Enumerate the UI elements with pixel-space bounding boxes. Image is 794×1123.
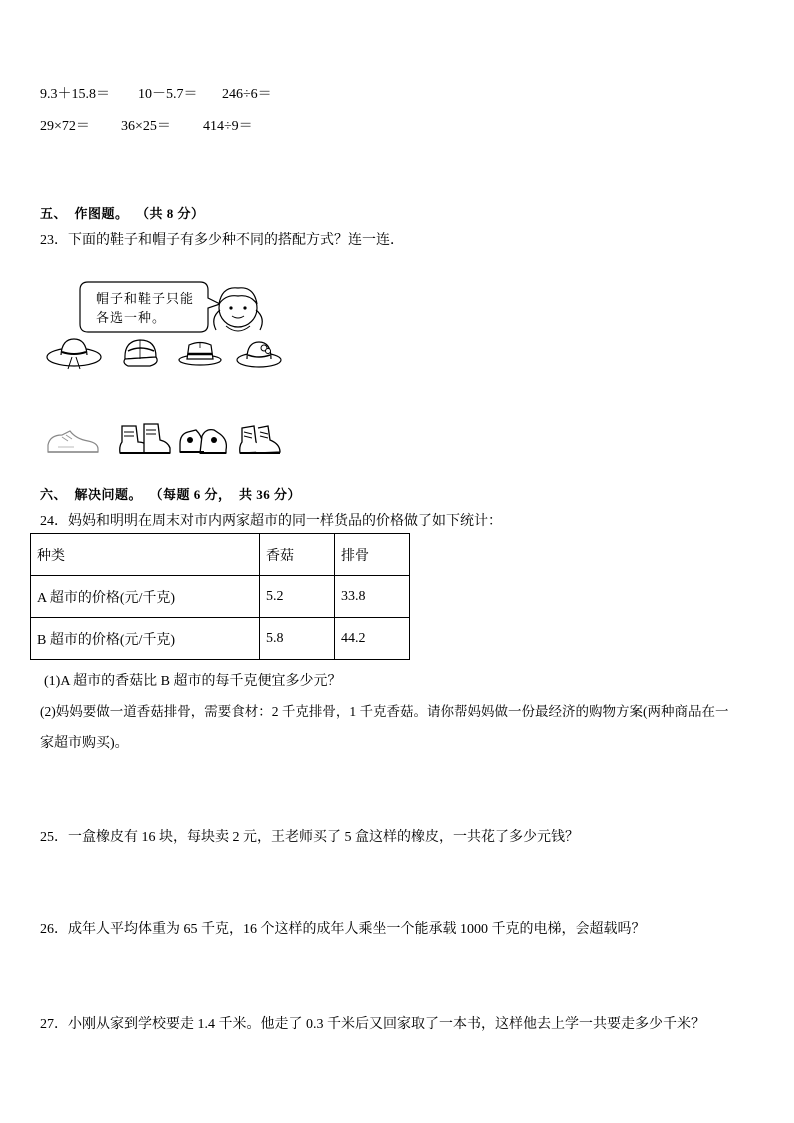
section-heading: 五、 作图题。 （共 8 分） (40, 206, 205, 221)
calc-item: 246÷6＝ (222, 87, 272, 102)
table-row (31, 618, 410, 660)
question-24-sub1: (1)A 超市的香菇比 B 超市的每千克便宜多少元？ (44, 674, 342, 689)
bubble-text-line1: 帽子和鞋子只能 (96, 292, 195, 307)
question-27-text: 27．小刚从家到学校要走 1.4 千米。他走了 0.3 千米后又回家取了一本书，这样他去上学一共要走多少千米？ (40, 1017, 705, 1032)
calc-item: 414÷9＝ (203, 119, 253, 134)
price-table (30, 533, 410, 660)
table-header-cell: 香菇 (260, 534, 335, 576)
cap-icon[interactable] (120, 335, 162, 376)
sneaker-icon[interactable] (44, 425, 102, 462)
table-cell: 5.8 (260, 618, 335, 660)
table-row (31, 534, 410, 576)
calc-item: 29×72＝ (40, 119, 90, 134)
question-24-text: 24．妈妈和明明在周末对市内两家超市的同一样货品的价格做了如下统计： (40, 514, 502, 529)
table-cell: 44.2 (335, 618, 410, 660)
table-cell: A 超市的价格(元/千克) (31, 576, 260, 618)
calc-item: 10－5.7＝ (138, 87, 198, 102)
table-header-cell: 种类 (31, 534, 260, 576)
question-23-text: 23．下面的鞋子和帽子有多少种不同的搭配方式？连一连． (40, 233, 404, 248)
question-24-sub2-line1: (2)妈妈要做一道香菇排骨，需要食材：2 千克排骨，1 千克香菇。请你帮妈妈做一份最经济的购物方案(两种商品在一 (40, 704, 729, 719)
boot-icon[interactable] (116, 420, 172, 463)
high-top-icon[interactable] (236, 422, 282, 463)
question-24-sub2-line2: 家超市购买)。 (40, 736, 129, 751)
table-header-cell: 排骨 (335, 534, 410, 576)
question-26-text: 26．成年人平均体重为 65 千克，16 个这样的成年人乘坐一个能承载 1000 千克的电梯，会超载吗？ (40, 922, 646, 937)
table-cell: 33.8 (335, 576, 410, 618)
sun-hat-icon[interactable] (46, 335, 102, 376)
table-cell: B 超市的价格(元/千克) (31, 618, 260, 660)
section-heading: 六、 解决问题。 （每题 6 分， 共 36 分） (40, 487, 302, 502)
question-25-text: 25．一盒橡皮有 16 块，每块卖 2 元，王老师买了 5 盒这样的橡皮，一共花了多少元钱？ (40, 830, 579, 845)
bonnet-icon[interactable] (236, 336, 282, 375)
bubble-text-line2: 各选一种。 (96, 311, 167, 326)
calc-item: 9.3＋15.8＝ (40, 87, 110, 102)
fedora-icon[interactable] (178, 338, 222, 373)
table-row (31, 576, 410, 618)
sport-shoe-icon[interactable] (176, 422, 230, 463)
table-cell: 5.2 (260, 576, 335, 618)
calc-item: 36×25＝ (121, 119, 171, 134)
